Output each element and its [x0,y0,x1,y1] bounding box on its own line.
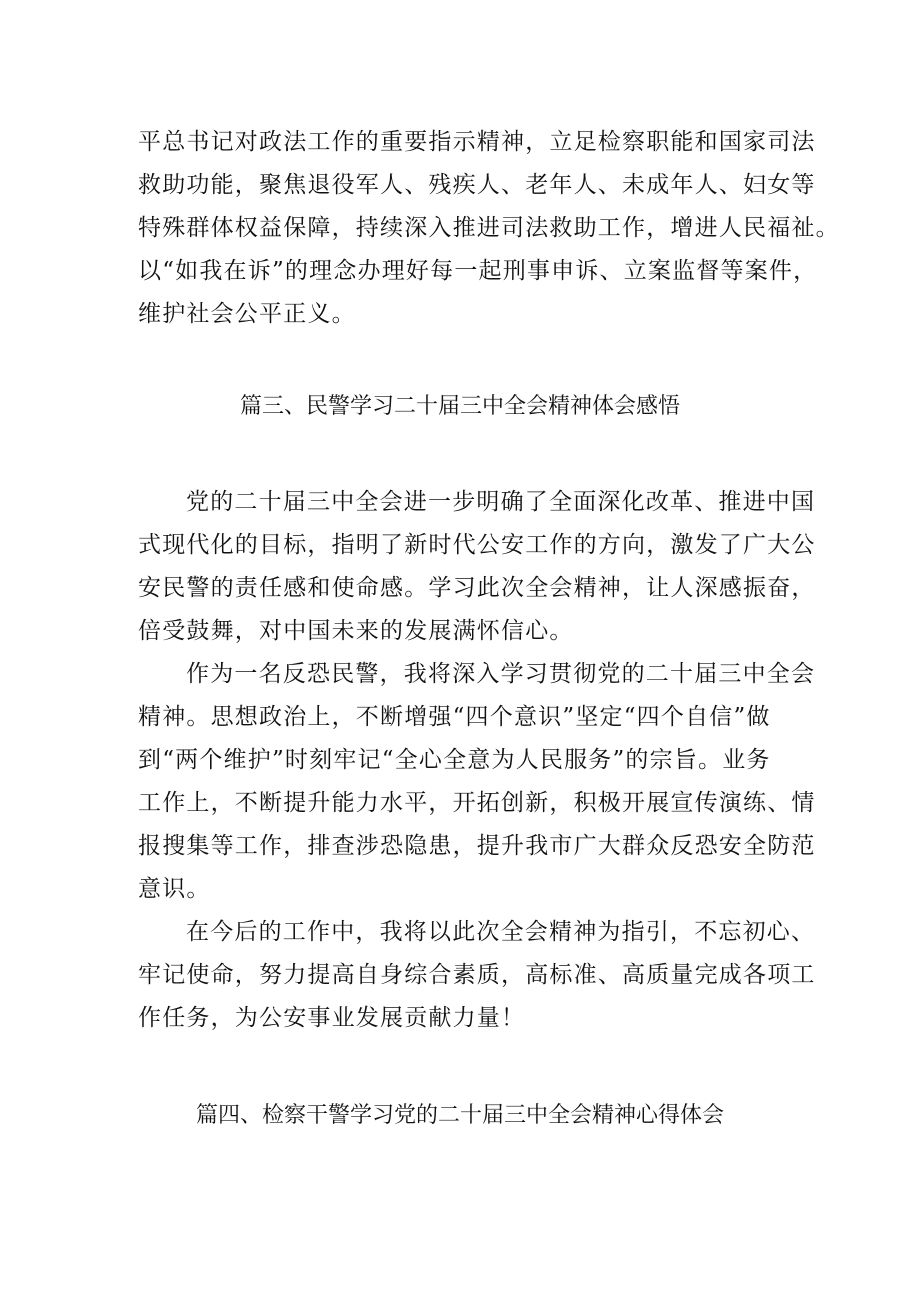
text-line: 精神。思想政治上，不断增强“四个意识”坚定“四个自信”做 [138,704,771,730]
text-line: 平总书记对政法工作的重要指示精神，立足检察职能和国家司法 [138,129,816,155]
text-line: 作任务，为公安事业发展贡献力量！ [138,1005,526,1031]
intro-paragraph [138,121,840,336]
text-line: 作为一名反恐民警，我将深入学习贯彻党的二十届三中全会 [186,661,816,687]
section-heading-3: 篇三、民警学习二十届三中全会精神体会感悟 [239,394,680,419]
section3-paragraph-3 [138,911,816,1040]
text-line: 意识。 [138,876,211,902]
text-line: 以“如我在诉”的理念办理好每一起刑事申诉、立案监督等案件， [138,258,818,284]
text-line: 维护社会公平正义。 [138,301,356,327]
text-line: 在今后的工作中，我将以此次全会精神为指引，不忘初心、 [186,919,816,945]
text-line: 报搜集等工作，排查涉恐隐患，提升我市广大群众反恐安全防范 [138,833,816,859]
text-line: 安民警的责任感和使命感。学习此次全会精神，让人深感振奋， [138,575,816,601]
text-line: 工作上，不断提升能力水平，开拓创新，积极开展宣传演练、情 [138,790,816,816]
text-line: 到“两个维护”时刻牢记“全心全意为人民服务”的宗旨。业务 [138,747,771,773]
section3-paragraph-1 [138,481,816,653]
text-line: 救助功能，聚焦退役军人、残疾人、老年人、未成年人、妇女等 [138,172,816,198]
text-line: 特殊群体权益保障，持续深入推进司法救助工作，增进人民福祉。 [138,215,840,241]
text-line: 式现代化的目标，指明了新时代公安工作的方向，激发了广大公 [138,532,816,558]
section3-paragraph-2 [138,653,816,911]
text-line: 党的二十届三中全会进一步明确了全面深化改革、推进中国 [186,489,816,515]
section-heading-4: 篇四、检察干警学习党的二十届三中全会精神心得体会 [195,1103,724,1128]
text-line: 牢记使命，努力提高自身综合素质，高标准、高质量完成各项工 [138,962,816,988]
text-line: 倍受鼓舞，对中国未来的发展满怀信心。 [138,618,574,644]
